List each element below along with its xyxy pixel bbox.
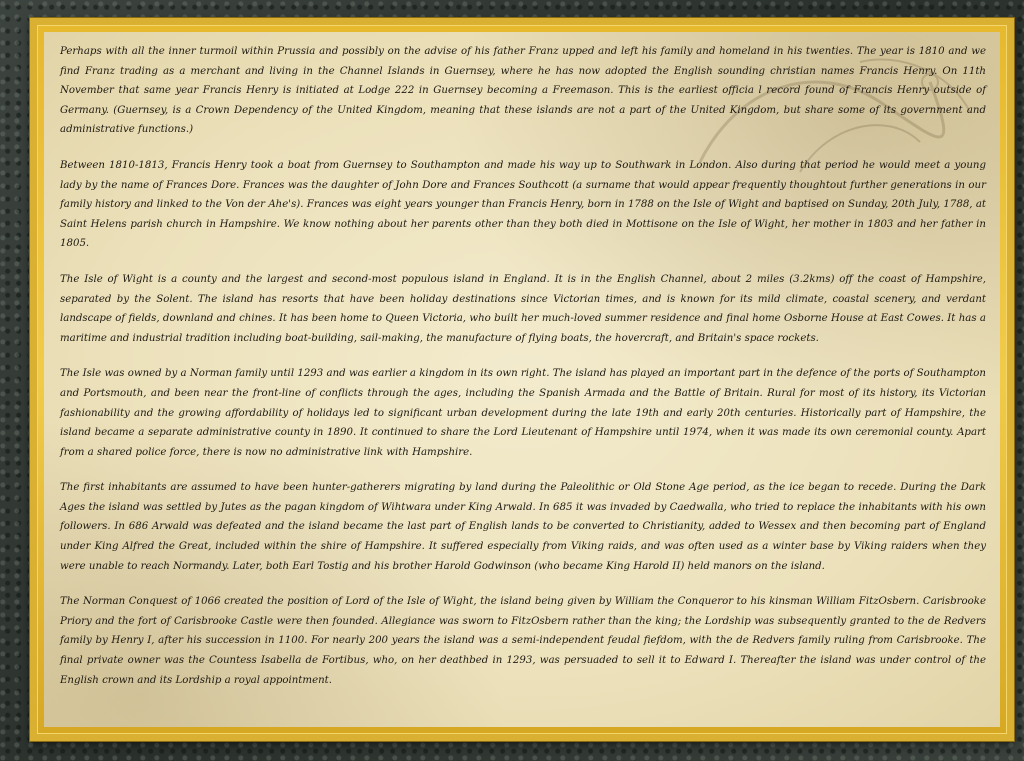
paragraph: The Isle of Wight is a county and the largest and second-most populous island in England. It is in the English Channel, about 2 miles (3.2kms) off the coast of Hampshire, separated by the Solent. The island has resorts that have been holiday destinations since Victorian times, and is known for its mild climate, coastal scenery, and verdant landscape of fields, downland and chines. It has been home to Queen Victoria, who built her much-loved summer residence and final home Osborne House at East Cowes. It has a maritime and industrial tradition including boat-building, sail-making, the manufacture of flying boats, the hovercraft, and Britain's space rockets. — [60, 273, 986, 344]
paragraph: The first inhabitants are assumed to have been hunter-gatherers migrating by land during the Paleolithic or Old Stone Age period, as the ice began to recede. During the Dark Ages the island was settled by Jutes as the pagan kingdom of Wihtwara under King Arwald. In 685 it was invaded by Caedwalla, who tried to replace the inhabitants with his own followers. In 686 Arwald was defeated and the island became the last part of English lands to be converted to Christianity, added to Wessex and then becoming part of England under King Alfred the Great, included within the shire of Hampshire. It suffered especially from Viking raids, and was often used as a winter base by Viking raiders when they were unable to reach Normandy. Later, both Earl Tostig and his brother Harold Godwinson (who became King Harold II) held manors on the island. — [60, 482, 986, 572]
paragraph: The Norman Conquest of 1066 created the position of Lord of the Isle of Wight, the island being given by William the Conqueror to his kinsman William FitzOsbern. Carisbrooke Priory and the fort of Carisbrooke Castle were then founded. Allegiance was sworn to FitzOsbern rather than the king; the Lordship was subsequently granted to the de Redvers family by Henry I, after his succession in 1100. For nearly 200 years the island was a semi-independent feudal fiefdom, with the de Redvers family ruling from Carisbrooke. The final private owner was the Countess Isabella de Fortibus, who, on her deathbed in 1293, was persuaded to sell it to Edward I. Thereafter the island was under control of the English crown and its Lordship a royal appointment. — [60, 596, 986, 686]
gold-frame — [30, 18, 1014, 741]
paragraph: The Isle was owned by a Norman family until 1293 and was earlier a kingdom in its own right. The island has played an important part in the defence of the ports of Southampton and Portsmouth, and been near the front-line of conflicts through the ages, including the Spanish Armada and the Battle of Britain. Rural for most of its history, its Victorian fashionability and the growing affordability of holidays led to significant urban development during the late 19th and early 20th centuries. Historically part of Hampshire, the island became a separate administrative county in 1890. It continued to share the Lord Lieutenant of Hampshire until 1974, when it was made its own ceremonial county. Apart from a shared police force, there is now no administrative link with Hampshire. — [60, 368, 986, 458]
parchment-page — [44, 32, 1000, 727]
paragraph: Between 1810-1813, Francis Henry took a boat from Guernsey to Southampton and made his way up to Southwark in London. Also during that period he would meet a young lady by the name of Frances Dore. Frances was the daughter of John Dore and Frances Southcott (a surname that would appear frequently thoughtout further generations in our family history and linked to the Von der Ahe's). Frances was eight years younger than Francis Henry, born in 1788 on the Isle of Wight and baptised on Sunday, 20th July, 1788, at Saint Helens parish church in Hampshire. We know nothing about her parents other than they both died in Mottisone on the Isle of Wight, her mother in 1803 and her father in 1805. — [60, 159, 986, 250]
paragraph: Perhaps with all the inner turmoil within Prussia and possibly on the advise of his father Franz upped and left his family and homeland in his twenties. The year is 1810 and we find Franz trading as a merchant and living in the Channel Islands in Guernsey, where he has now adopted the English sounding christian names Francis Henry. On 11th November that same year Francis Henry is initiated at Lodge 222 in Guernsey becoming a Freemason. This is the earliest officia l record found of Francis Henry outside of Germany. (Guernsey, is a Crown Dependency of the United Kingdom, meaning that these islands are not a part of the United Kingdom, but share some of its government and administrative functions.) — [60, 46, 986, 136]
